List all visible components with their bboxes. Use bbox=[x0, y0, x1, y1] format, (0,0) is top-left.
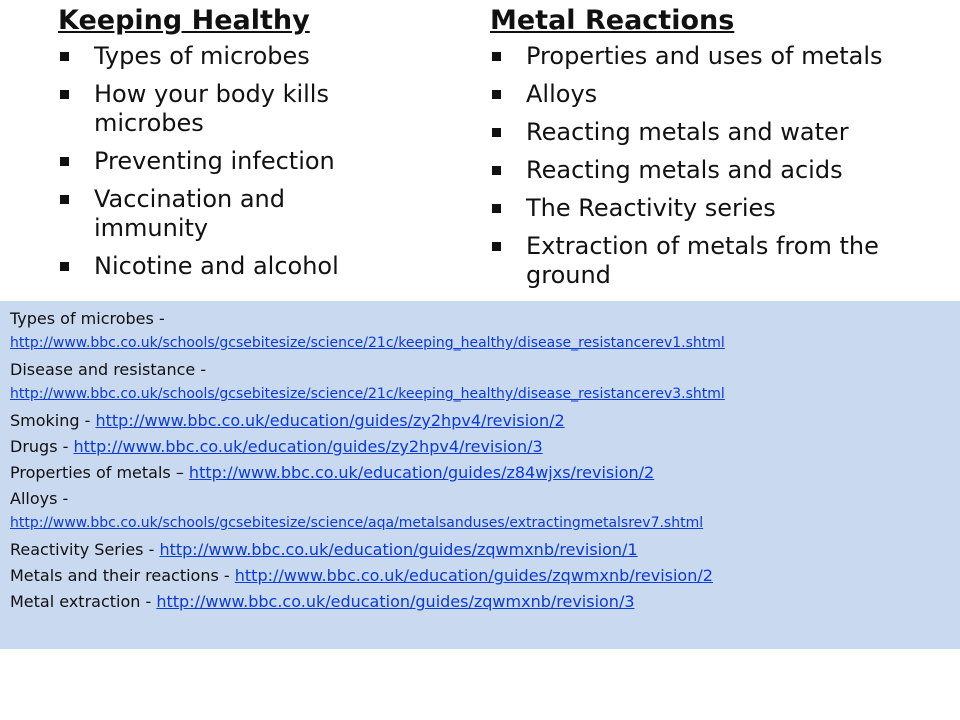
link-row-alloys bbox=[10, 486, 960, 537]
square-bullet-icon bbox=[60, 262, 69, 271]
link-row-drugs bbox=[10, 434, 960, 460]
list-item: Reacting metals and acids bbox=[490, 156, 950, 185]
link-label: Metals and their reactions - bbox=[10, 566, 235, 585]
link-label: Disease and resistance - bbox=[10, 360, 207, 379]
list-item: Preventing infection bbox=[58, 147, 438, 176]
keeping-healthy-heading: Keeping Healthy bbox=[58, 5, 310, 36]
link-url[interactable]: http://www.bbc.co.uk/schools/gcsebitesize/science/aqa/metalsanduses/extractingmetalsrev7.shtml bbox=[10, 515, 704, 531]
link-label: Metal extraction - bbox=[10, 592, 157, 611]
list-item: Alloys bbox=[490, 80, 950, 109]
link-row-types-of-microbes bbox=[10, 306, 960, 357]
link-url[interactable]: http://www.bbc.co.uk/education/guides/zy2hpv4/revision/2 bbox=[95, 411, 565, 430]
link-row-reactivity-series bbox=[10, 537, 960, 563]
square-bullet-icon bbox=[60, 157, 69, 166]
link-row-smoking bbox=[10, 408, 960, 434]
link-label: Smoking - bbox=[10, 411, 96, 430]
keeping-healthy-list bbox=[58, 42, 438, 281]
list-item: Reacting metals and water bbox=[490, 118, 950, 147]
link-url[interactable]: http://www.bbc.co.uk/education/guides/z84wjxs/revision/2 bbox=[188, 463, 655, 482]
links-panel bbox=[0, 301, 960, 649]
list-item: How your body kills microbes bbox=[58, 80, 438, 138]
link-url[interactable]: http://www.bbc.co.uk/education/guides/zqwmxnb/revision/1 bbox=[159, 540, 638, 559]
link-row-properties-of-metals bbox=[10, 460, 960, 486]
link-url[interactable]: http://www.bbc.co.uk/education/guides/zy2hpv4/revision/3 bbox=[73, 437, 543, 456]
square-bullet-icon bbox=[492, 166, 501, 175]
list-item: Types of microbes bbox=[58, 42, 438, 71]
link-row-disease-and-resistance bbox=[10, 357, 960, 408]
square-bullet-icon bbox=[492, 204, 501, 213]
square-bullet-icon bbox=[60, 195, 69, 204]
square-bullet-icon bbox=[60, 52, 69, 61]
metal-reactions-heading: Metal Reactions bbox=[490, 5, 735, 36]
link-url[interactable]: http://www.bbc.co.uk/education/guides/zqwmxnb/revision/2 bbox=[234, 566, 713, 585]
square-bullet-icon bbox=[492, 128, 501, 137]
link-label: Drugs - bbox=[10, 437, 74, 456]
square-bullet-icon bbox=[492, 242, 501, 251]
link-row-metal-extraction bbox=[10, 589, 960, 615]
square-bullet-icon bbox=[492, 52, 501, 61]
link-url[interactable]: http://www.bbc.co.uk/schools/gcsebitesize/science/21c/keeping_healthy/disease_resistancerev3.shtml bbox=[10, 386, 725, 402]
link-url[interactable]: http://www.bbc.co.uk/schools/gcsebitesize/science/21c/keeping_healthy/disease_resistancerev1.shtml bbox=[10, 335, 725, 351]
link-label: Properties of metals – bbox=[10, 463, 189, 482]
keeping-healthy-column bbox=[58, 0, 438, 290]
square-bullet-icon bbox=[60, 90, 69, 99]
list-item: Vaccination and immunity bbox=[58, 185, 438, 243]
list-item: Properties and uses of metals bbox=[490, 42, 950, 71]
link-label: Reactivity Series - bbox=[10, 540, 160, 559]
link-label: Types of microbes - bbox=[10, 309, 165, 328]
square-bullet-icon bbox=[492, 90, 501, 99]
link-label: Alloys - bbox=[10, 489, 69, 508]
list-item: Extraction of metals from the ground bbox=[490, 232, 950, 290]
link-row-metals-and-their-reactions bbox=[10, 563, 960, 589]
metal-reactions-column bbox=[490, 0, 950, 299]
list-item: Nicotine and alcohol bbox=[58, 252, 438, 281]
list-item: The Reactivity series bbox=[490, 194, 950, 223]
link-url[interactable]: http://www.bbc.co.uk/education/guides/zqwmxnb/revision/3 bbox=[156, 592, 635, 611]
metal-reactions-list bbox=[490, 42, 950, 290]
